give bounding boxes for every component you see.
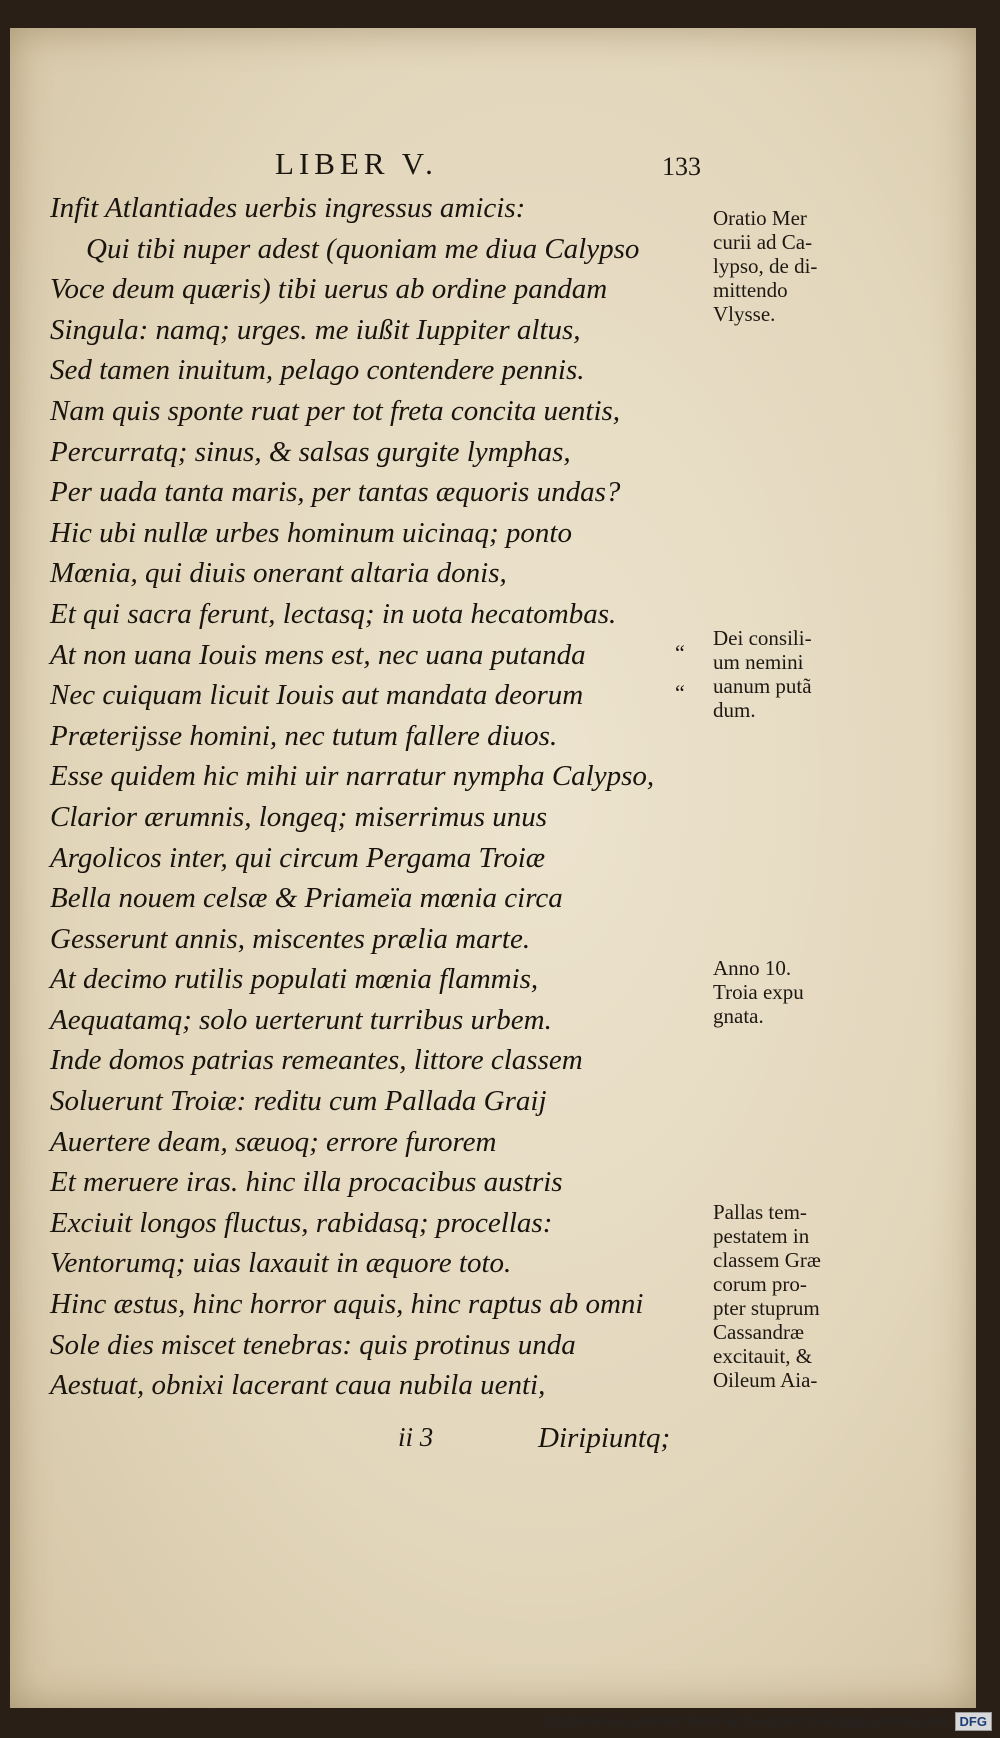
catchword: Diripiuntq;: [538, 1422, 671, 1454]
side-note-line: uanum putã: [713, 674, 812, 698]
verse-line: Et qui sacra ferunt, lectasq; in uota hecatombas.: [50, 597, 617, 630]
verse-line: Gesserunt annis, miscentes prælia marte.: [50, 922, 531, 955]
verse-line: Esse quidem hic mihi uir narratur nympha Calypso,: [50, 760, 655, 793]
verse-line: Aequatamq; solo uerterunt turribus urbem.: [50, 1003, 552, 1036]
verse-line: Ventorumq; uias laxauit in æquore toto.: [50, 1247, 512, 1280]
side-note: [713, 626, 863, 722]
verse-line: Aestuat, obnixi lacerant caua nubila uenti,: [50, 1369, 546, 1402]
verse-line: Auertere deam, sæuoq; errore furorem: [50, 1125, 497, 1158]
side-note-line: Cassandræ: [713, 1320, 804, 1344]
verse-line: At non uana Iouis mens est, nec uana putanda: [50, 638, 586, 671]
side-note-line: excitauit, &: [713, 1344, 813, 1368]
verse-line: Sole dies miscet tenebras: quis protinus unda: [50, 1328, 576, 1361]
verse-line: Bella nouem celsæ & Priameïa mœnia circa: [50, 882, 563, 915]
dfg-logo: DFG: [955, 1712, 992, 1731]
side-note-line: Dei consili-: [713, 626, 812, 650]
verse-text: [50, 188, 700, 1406]
digitization-footer: [547, 1710, 992, 1732]
verse-line: Inde domos patrias remeantes, littore classem: [50, 1044, 583, 1077]
verse-line: Præterijsse homini, nec tutum fallere diuos.: [50, 719, 558, 752]
verse-line: Qui tibi nuper adest (quoniam me diua Calypso: [86, 232, 640, 265]
page-number: 133: [662, 152, 701, 181]
verse-line: At decimo rutilis populati mœnia flammis,: [50, 963, 539, 996]
verse-line: Singula: namq; urges. me iußit Iuppiter altus,: [50, 313, 581, 346]
signature-mark: ii 3: [398, 1422, 434, 1452]
side-note-line: dum.: [713, 698, 756, 722]
verse-line: Soluerunt Troiæ: reditu cum Pallada Graij: [50, 1085, 547, 1118]
side-note-line: Oratio Mer: [713, 206, 807, 230]
side-note-line: lypso, de di-: [713, 254, 818, 278]
side-note-line: Troia expu: [713, 980, 804, 1004]
verse-line: Hic ubi nullæ urbes hominum uicinaq; ponto: [50, 516, 572, 549]
verse-line: Clarior ærumnis, longeq; miserrimus unus: [50, 800, 548, 833]
verse-line: Per uada tanta maris, per tantas æquoris undas?: [50, 476, 621, 509]
verse-line: Et meruere iras. hinc illa procacibus austris: [50, 1166, 563, 1199]
verse-line: Hinc æstus, hinc horror aquis, hinc raptus ab omni: [50, 1288, 644, 1321]
verse-line: Argolicos inter, qui circum Pergama Troiæ: [50, 841, 546, 874]
side-note-line: um nemini: [713, 650, 804, 674]
side-note: [713, 956, 863, 1028]
verse-line: Exciuit longos fluctus, rabidasq; procellas:: [50, 1206, 553, 1239]
verse-line: Nam quis sponte ruat per tot freta concita uentis,: [50, 394, 621, 427]
side-note-line: Pallas tem-: [713, 1200, 807, 1224]
side-note-line: pter stuprum: [713, 1296, 820, 1320]
side-note-line: Anno 10.: [713, 956, 792, 980]
side-note: [713, 1200, 863, 1392]
side-note-line: Vlysse.: [713, 302, 776, 326]
quotation-mark: “: [675, 680, 685, 705]
side-note-line: mittendo: [713, 278, 788, 302]
funding-credit: Digitalisierung gefördert durch die Deutsche Forschungsgemeinschaft: [546, 1713, 949, 1729]
verse-line: Voce deum quæris) tibi uerus ab ordine pandam: [50, 273, 608, 306]
side-note-line: gnata.: [713, 1004, 764, 1028]
verse-line: Nec cuiquam licuit Iouis aut mandata deorum: [50, 679, 584, 712]
verse-line: Sed tamen inuitum, pelago contendere pennis.: [50, 354, 585, 387]
side-note-line: pestatem in: [713, 1224, 810, 1248]
verse-line: Infit Atlantiades uerbis ingressus amicis:: [50, 192, 526, 224]
running-head: LIBER V.: [275, 146, 438, 181]
verse-line: Percurratq; sinus, & salsas gurgite lymphas,: [50, 435, 571, 468]
verse-line: Mœnia, qui diuis onerant altaria donis,: [50, 557, 507, 590]
side-note-line: classem Græ: [713, 1248, 821, 1272]
quotation-mark: “: [675, 640, 685, 665]
side-note-line: corum pro-: [713, 1272, 807, 1296]
side-note: [713, 206, 863, 326]
side-note-line: Oileum Aia-: [713, 1368, 818, 1392]
book-page: [10, 28, 976, 1708]
side-note-line: curii ad Ca-: [713, 230, 813, 254]
